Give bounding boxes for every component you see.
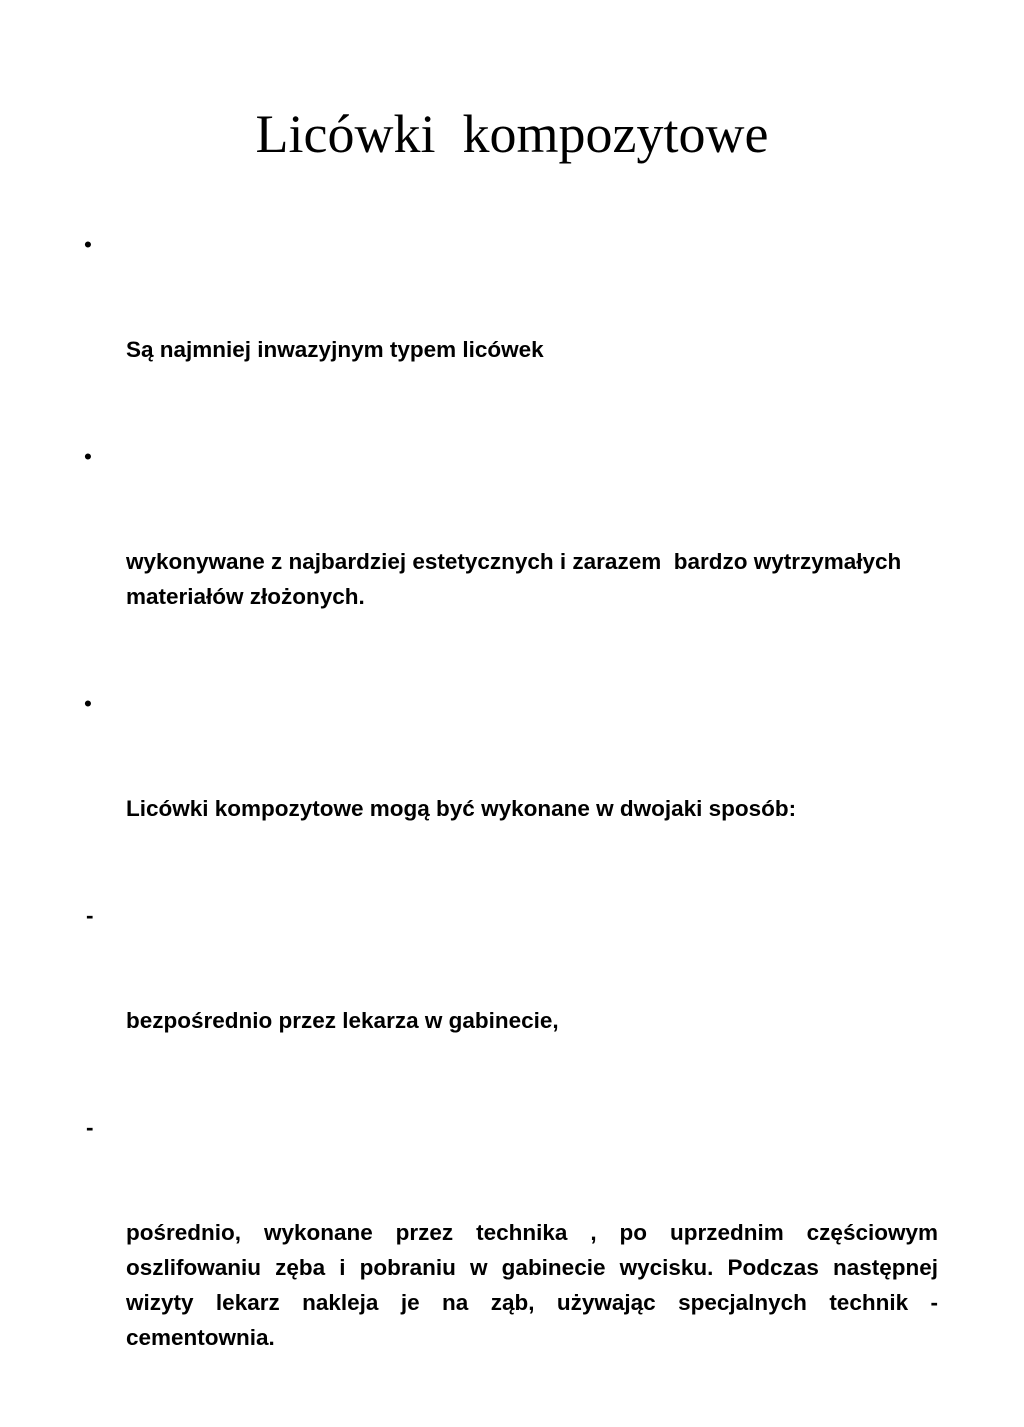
bullet-marker: • bbox=[84, 691, 92, 716]
dash-marker: - bbox=[86, 1115, 94, 1140]
list-item-text: wykonywane z najbardziej estetycznych i zarazem bardzo wytrzymałych materiałów złożonych. bbox=[126, 549, 908, 609]
list-item bbox=[82, 439, 938, 684]
list-item-text: Licówki kompozytowe mogą być wykonane w dwojaki sposób: bbox=[126, 796, 797, 821]
bullet-list bbox=[82, 227, 945, 1427]
list-item-text: Są najmniej inwazyjnym typem licówek bbox=[126, 337, 544, 362]
bullet-marker: • bbox=[84, 232, 92, 257]
dash-marker: - bbox=[86, 903, 94, 928]
list-item bbox=[82, 227, 938, 437]
list-item bbox=[82, 686, 938, 896]
list-item bbox=[82, 1110, 945, 1425]
bullet-marker: • bbox=[84, 444, 92, 469]
list-item bbox=[82, 898, 938, 1108]
list-item-text: pośrednio, wykonane przez technika , po uprzednim częściowym oszlifowaniu zęba i pobraniu w gabinecie wycisku. Podczas następnej wizyty lekarz nakleja je na ząb, używając specjalnych technik - cementownia. bbox=[126, 1220, 945, 1350]
slide-title: Licówki kompozytowe bbox=[255, 104, 769, 164]
list-item-text: bezpośrednio przez lekarza w gabinecie, bbox=[126, 1008, 559, 1033]
